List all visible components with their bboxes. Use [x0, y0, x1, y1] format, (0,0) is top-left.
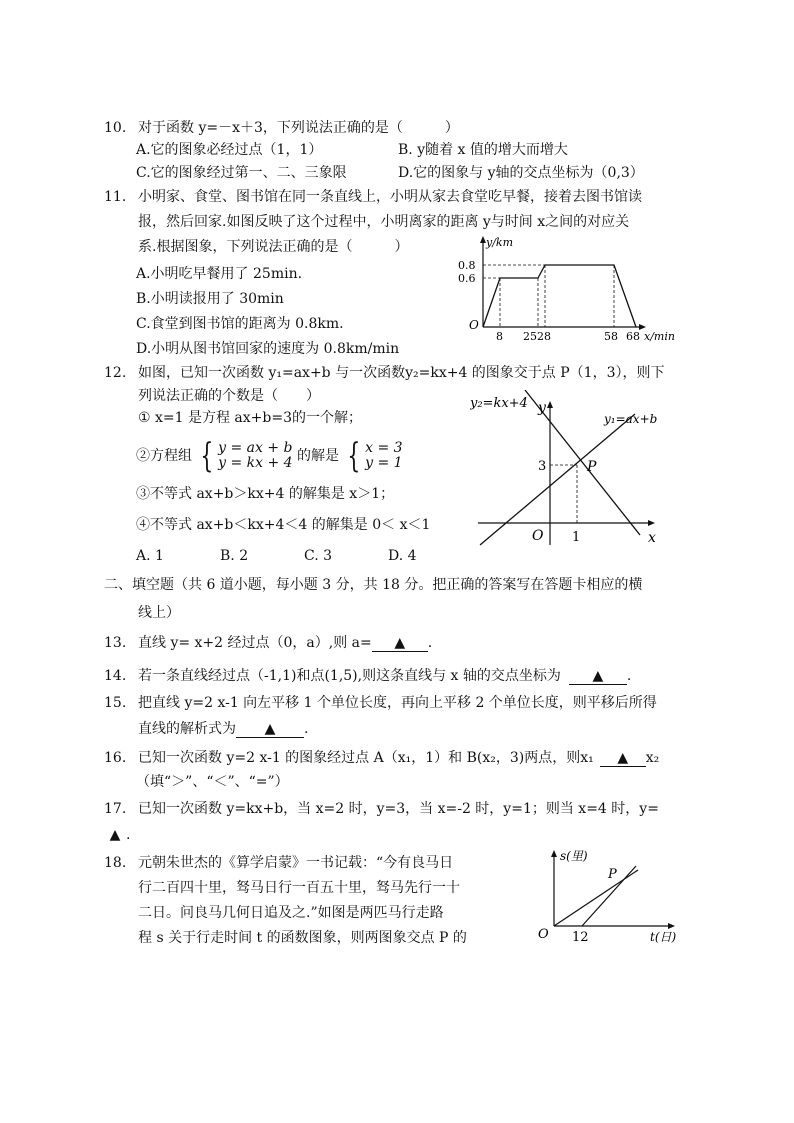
q17-line-2: [104, 826, 130, 844]
q16-text-1: 已知一次函数 y=2 x-1 的图象经过点 A（x₁，1）和 B(x₂，3)两点，则x₁: [138, 750, 594, 766]
q17-end: .: [126, 827, 131, 843]
q11-origin: O: [469, 318, 479, 332]
section2-title-line-1: 二、填空题（共 6 道小题，每小题 3 分，共 18 分。把正确的答案写在答题卡相应的横: [104, 577, 643, 593]
q18-line-4: 程 s 关于行走时间 t 的函数图象，则两图象交点 P 的: [138, 930, 467, 946]
q10-option-a: A.它的图象必经过点（1，1）: [136, 142, 323, 158]
q10-number: 10.: [104, 120, 127, 136]
q15-line-1: [104, 694, 657, 712]
q11-stem-line-1: [104, 188, 642, 206]
q17-line-1: [104, 800, 659, 818]
q11-option-a: A.小明吃早餐用了 25min.: [136, 266, 303, 282]
q18-line-2: 行二百四十里，驽马日行一百五十里，驽马先行一十: [138, 880, 460, 896]
q10-stem: [104, 119, 459, 137]
q15-text-2: 直线的解析式为: [138, 721, 236, 737]
q11-distance-line: [483, 265, 636, 327]
q18-origin: O: [538, 927, 549, 942]
q11-ytick-06: 0.6: [458, 272, 476, 285]
q13-end: .: [427, 635, 433, 651]
q11-stem-text-1: 小明家、食堂、图书馆在同一条直线上，小明从家去食堂吃早餐，接着去图书馆读: [138, 189, 642, 205]
q13-number: 13.: [104, 635, 127, 651]
q13-answer-blank[interactable]: ▲: [372, 636, 428, 652]
q12-system-solution: [343, 436, 403, 476]
q12-x-arrow: [648, 520, 655, 526]
q11-xtick-58: 58: [604, 330, 618, 342]
q11-stem-line-2: 报，然后回家.如图反映了这个过程中，小明离家的距离 y与时间 x之间的对应关: [138, 214, 630, 230]
q12-point-p: P: [587, 459, 597, 475]
q10-stem-text: 对于函数 y=－x＋3，下列说法正确的是（ ）: [138, 120, 459, 136]
q12-label-y1: y₁=ax+b: [604, 412, 658, 426]
q14-answer-blank[interactable]: ▲: [569, 669, 627, 685]
q18-tick-x-12: 12: [572, 930, 589, 945]
q18-x-label: t(日): [650, 930, 677, 944]
q13-text: 直线 y= x+2 经过点（0，a）,则 a=: [138, 635, 372, 651]
q12-option-c: C. 3: [304, 548, 333, 564]
q12-item-2-mid: 的解是: [297, 448, 340, 464]
q16-line-2: （填“＞”、“＜”、“=”）: [136, 774, 289, 790]
q18-text-1: 元朝朱世杰的《算学启蒙》一书记载：“今有良马日: [138, 855, 454, 871]
q12-item-4: ④不等式 ax+b＜kx+4＜4 的解集是 0＜ x＜1: [136, 517, 431, 533]
q13: [104, 634, 432, 652]
q11-graph: [452, 232, 682, 342]
q12-item-3: ③不等式 ax+b＞kx+4 的解集是 x＞1；: [136, 486, 395, 502]
q12-x-axis-label: x: [648, 530, 656, 546]
q12-eq-1: y = ax + b: [218, 440, 293, 456]
q16-answer-blank[interactable]: ▲: [600, 751, 646, 767]
q12-stem-line-2: 列说法正确的个数是（ ）: [138, 388, 320, 404]
q11-y-label: y/km: [486, 236, 514, 249]
q12-origin: O: [532, 528, 544, 544]
q18-graph: [530, 846, 690, 946]
q18-x-arrow: [668, 923, 675, 929]
q12-option-d: D. 4: [388, 548, 417, 564]
q10-option-d: D.它的图象与 y轴的交点坐标为（0,3）: [398, 165, 644, 181]
q12-item-2-prefix: ②方程组: [136, 448, 192, 464]
q12-sol-1: x = 3: [365, 440, 403, 456]
q12-brace-left: {: [200, 436, 214, 476]
q12-item-2: [136, 436, 403, 476]
q12-brace-right-solution: {: [347, 436, 361, 476]
q15-end: .: [304, 721, 309, 737]
q11-xtick-25: 25: [523, 330, 537, 342]
q12-y-arrow: [547, 401, 553, 408]
q17-number: 17.: [104, 801, 127, 817]
section2-title-line-2: 线上）: [138, 605, 180, 621]
q14-text: 若一条直线经过点（-1,1)和点(1,5),则这条直线与 x 轴的交点坐标为: [138, 668, 561, 684]
q18-line-1: [104, 854, 453, 872]
q11-option-b: B.小明读报用了 30min: [136, 291, 284, 307]
q12-eq-2: y = kx + 4: [218, 455, 293, 471]
q12-y-axis-label: y: [538, 400, 546, 416]
q15-line-2: [138, 720, 308, 738]
q12-stem-line-1: [104, 364, 665, 382]
q15-answer-blank[interactable]: ▲: [236, 722, 304, 738]
q12-system-equations: [196, 436, 293, 476]
q11-xtick-68: 68: [626, 330, 640, 342]
q14-end: .: [626, 668, 632, 684]
q11-number: 11.: [104, 189, 127, 205]
q15-text-1: 把直线 y=2 x-1 向左平移 1 个单位长度，再向上平移 2 个单位长度，则平移后所得: [138, 695, 657, 711]
q18-number: 18.: [104, 855, 127, 871]
q11-option-c: C.食堂到图书馆的距离为 0.8km.: [136, 316, 344, 332]
q11-xtick-8: 8: [496, 330, 503, 342]
q11-ytick-08: 0.8: [458, 259, 476, 272]
q12-number: 12.: [104, 365, 127, 381]
q16-line-1: [104, 749, 659, 767]
q12-sol-2: y = 1: [365, 455, 403, 471]
q12-option-b: B. 2: [220, 548, 249, 564]
q10-option-c: C.它的图象经过第一、二、三象限: [136, 165, 347, 181]
q18-line-3: 二日。问良马几何日追及之.”如图是两匹马行走路: [138, 905, 444, 921]
q12-tick-x-1: 1: [572, 530, 581, 545]
q11-x-label: x/min: [644, 330, 675, 342]
q16-text-end: x₂: [645, 750, 660, 766]
q18-point-p: P: [608, 867, 617, 882]
q12-line-y2: [480, 414, 635, 545]
q15-number: 15.: [104, 695, 127, 711]
q14-number: 14.: [104, 668, 127, 684]
q12-option-a: A. 1: [136, 548, 164, 564]
q12-stem-text-1: 如图，已知一次函数 y₁=ax+b 与一次函数y₂=kx+4 的图象交于点 P（1，3），则下: [138, 365, 665, 381]
q12-graph: [470, 390, 670, 550]
q10-option-b: B. y随着 x 值的增大而增大: [398, 142, 568, 158]
q11-xtick-28: 28: [537, 330, 551, 342]
q17-answer-blank[interactable]: ▲: [109, 827, 121, 843]
q18-y-arrow: [551, 850, 557, 857]
q16-number: 16.: [104, 750, 127, 766]
q12-item-1: ① x=1 是方程 ax+b=3的一个解；: [138, 410, 363, 426]
q17-text-1: 已知一次函数 y=kx+b，当 x=2 时，y=3，当 x=-2 时，y=1；则当 x=4 时，y=: [138, 801, 659, 817]
q14: [104, 667, 631, 685]
q12-label-y2: y₂=kx+4: [470, 396, 528, 411]
q11-option-d: D.小明从图书馆回家的速度为 0.8km/min: [136, 341, 400, 357]
q18-y-label: s(里): [560, 849, 588, 863]
q12-tick-y-3: 3: [538, 459, 547, 474]
q11-stem-line-3: 系.根据图象，下列说法正确的是（ ）: [138, 239, 409, 255]
